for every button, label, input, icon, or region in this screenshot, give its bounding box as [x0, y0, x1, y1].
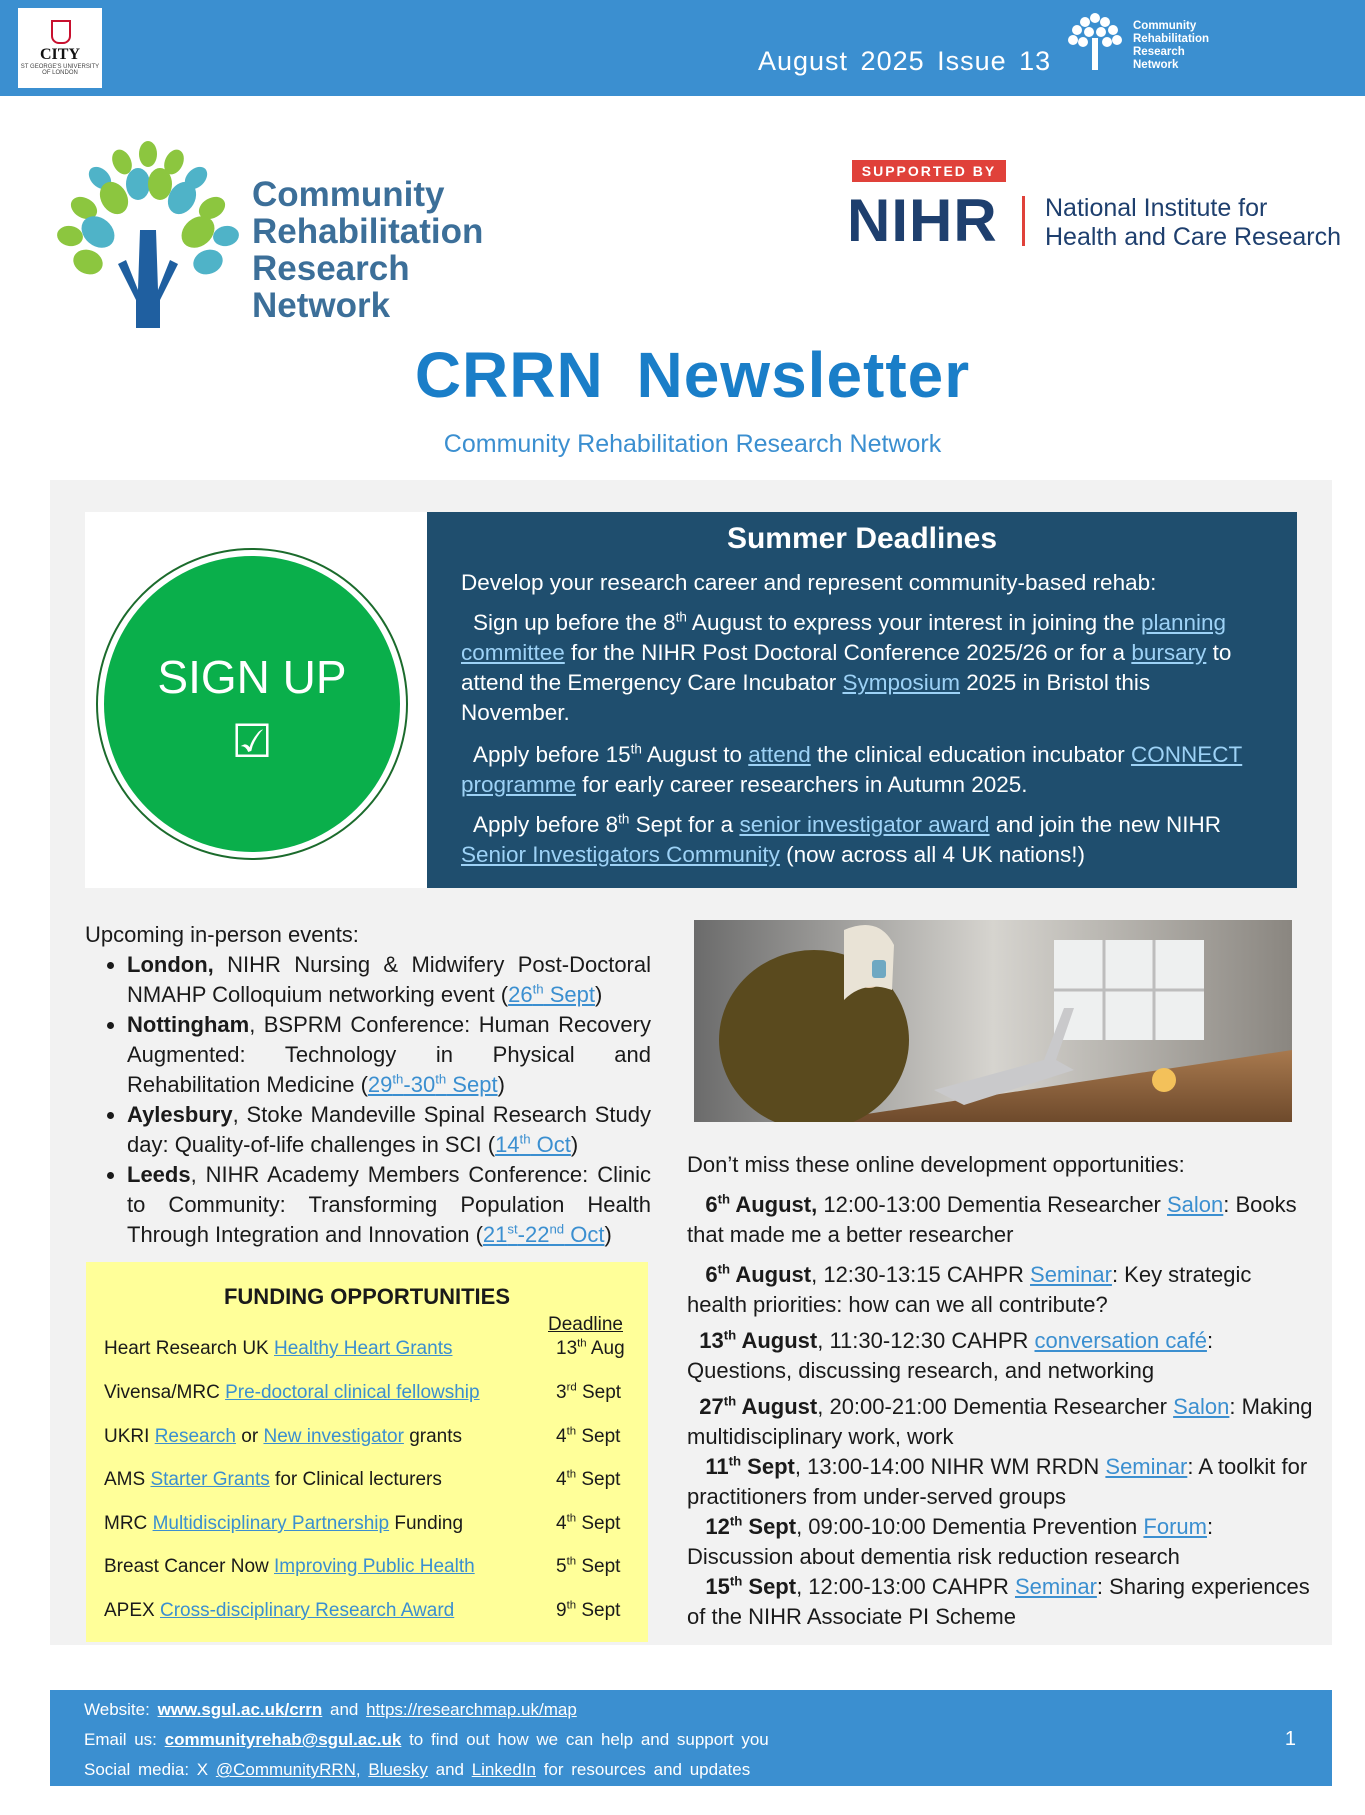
- events-list: [85, 950, 651, 1250]
- nihr-full-name: National Institute for Health and Care Research: [1045, 194, 1341, 251]
- linkedin-link[interactable]: LinkedIn: [471, 1760, 536, 1779]
- signup-label: SIGN UP: [157, 651, 347, 703]
- crest-icon: [51, 20, 71, 44]
- funding-deadline: 4th Sept: [556, 1425, 621, 1447]
- funding-deadline: 9th Sept: [556, 1599, 621, 1621]
- funding-deadline: 4th Sept: [556, 1512, 621, 1534]
- x-link[interactable]: @CommunityRRN: [215, 1760, 356, 1779]
- funding-row: AMS Starter Grants for Clinical lecturers 4th Sept: [104, 1468, 621, 1490]
- list-item: 13th August, 11:30-12:30 CAHPR conversation café: Questions, discussing research, and networking: [687, 1327, 1214, 1383]
- event-date-link[interactable]: 14th Oct: [495, 1131, 571, 1157]
- city-university-logo: [18, 8, 102, 88]
- city-logo-text: CITY: [39, 46, 80, 63]
- funding-link[interactable]: Multidisciplinary Partnership: [152, 1513, 390, 1534]
- summer-intro: Develop your research career and represent community-based rehab:: [461, 570, 1157, 595]
- funding-row: APEX Cross-disciplinary Research Award 9th Sept: [104, 1599, 621, 1621]
- nihr-wordmark: NIHR: [847, 187, 998, 254]
- funding-deadline: 5th Sept: [556, 1555, 621, 1577]
- event-date-link[interactable]: 21st-22nd Oct: [482, 1221, 605, 1247]
- footer: [50, 1690, 1332, 1786]
- funding-deadline: 4th Sept: [556, 1468, 621, 1490]
- online-event-link[interactable]: Salon: [1173, 1394, 1230, 1419]
- issue-label: August 2025 Issue 13: [758, 46, 1052, 76]
- online-event-link[interactable]: Salon: [1167, 1192, 1224, 1217]
- online-heading: Don’t miss these online development opportunities:: [687, 1152, 1185, 1177]
- funding-link[interactable]: Improving Public Health: [274, 1556, 475, 1577]
- online-event-link[interactable]: Seminar: [1014, 1574, 1097, 1599]
- event-date-link[interactable]: 29th-30th Sept: [367, 1071, 498, 1097]
- online-event-link[interactable]: Seminar: [1105, 1454, 1188, 1479]
- crrn-logo-text: Community Rehabilitation Research Network: [252, 175, 484, 325]
- summer-deadlines-heading: Summer Deadlines: [726, 522, 998, 555]
- in-person-events: [85, 920, 651, 1250]
- funding-row: Heart Research UK Healthy Heart Grants 13th Aug: [104, 1337, 625, 1359]
- online-opportunities: [687, 1150, 1317, 1632]
- footer-social: Social media: X @CommunityRRN, Bluesky and LinkedIn for resources and updates: [84, 1760, 751, 1779]
- bluesky-link[interactable]: Bluesky: [368, 1760, 428, 1779]
- funding-row: Vivensa/MRC Pre-doctoral clinical fellowship 3rd Sept: [104, 1381, 622, 1403]
- online-event-link[interactable]: Forum: [1143, 1514, 1207, 1539]
- bursary-link[interactable]: bursary: [1131, 640, 1207, 665]
- funding-link[interactable]: Healthy Heart Grants: [274, 1338, 453, 1359]
- email-link[interactable]: communityrehab@sgul.ac.uk: [164, 1730, 402, 1749]
- summer-item-1: Sign up before the 8th August to express your interest in joining the planning committee for the NIHR Post Doctoral Conference 2025/26 or for a bursary to attend the Emergency Care Incubator Symposium 2025 in Bristol this November.: [461, 609, 1232, 725]
- checkbox-icon: ☑: [231, 715, 273, 767]
- event-date-link[interactable]: 26th Sept: [508, 981, 595, 1007]
- senior-investigator-award-link[interactable]: senior investigator award: [739, 812, 990, 837]
- summer-deadlines-panel: [427, 512, 1297, 888]
- list-item: 12th Sept, 09:00-10:00 Dementia Prevention Forum: Discussion about dementia risk reduction research: [687, 1513, 1214, 1569]
- list-item: 6th August, 12:30-13:15 CAHPR Seminar: Key strategic health priorities: how can we all contribute?: [687, 1261, 1252, 1317]
- city-logo-subtext: ST GEORGE'S UNIVERSITY OF LONDON: [20, 64, 100, 76]
- page-number: 1: [1284, 1728, 1296, 1750]
- planning-committee-link[interactable]: planning committee: [461, 610, 1227, 665]
- online-event-link[interactable]: Seminar: [1030, 1262, 1112, 1287]
- funding-link[interactable]: Research: [154, 1426, 237, 1447]
- small-logo-name: Community Rehabilitation Research Network: [1133, 20, 1210, 71]
- footer-email: Email us: communityrehab@sgul.ac.uk to find out how we can help and support you: [84, 1730, 769, 1749]
- newsletter-title: CRRN Newsletter: [414, 339, 971, 411]
- newsletter-subtitle: Community Rehabilitation Research Network: [443, 430, 942, 458]
- funding-link[interactable]: New investigator: [263, 1426, 404, 1447]
- funding-row: UKRI Research or New investigator grants 4th Sept: [104, 1425, 621, 1447]
- funding-deadline: 3rd Sept: [556, 1381, 622, 1403]
- events-heading: Upcoming in-person events:: [85, 922, 359, 947]
- researchmap-link[interactable]: https://researchmap.uk/map: [366, 1700, 577, 1719]
- deadline-header: Deadline: [548, 1314, 623, 1335]
- list-item: • Aylesbury, Stoke Mandeville Spinal Research Study day: Quality-of-life challenges in SCI (14th Oct): [127, 1100, 651, 1160]
- list-item: • Leeds, NIHR Academy Members Conference: Clinic to Community: Transforming Population Health Through Integration and Innovation (21st-22nd Oct): [127, 1160, 651, 1250]
- nihr-divider: [1022, 196, 1025, 246]
- connect-programme-link[interactable]: CONNECT programme: [461, 742, 1243, 797]
- funding-deadline: 13th Aug: [556, 1337, 625, 1359]
- list-item: 15th Sept, 12:00-13:00 CAHPR Seminar: Sharing experiences of the NIHR Associate PI Scheme: [687, 1573, 1310, 1629]
- online-event-link[interactable]: conversation café: [1034, 1328, 1207, 1353]
- footer-website: Website: www.sgul.ac.uk/crrn and https://researchmap.uk/map: [84, 1700, 577, 1719]
- list-item: 11th Sept, 13:00-14:00 NIHR WM RRDN Seminar: A toolkit for practitioners from under-served groups: [687, 1453, 1308, 1509]
- funding-link[interactable]: Pre-doctoral clinical fellowship: [225, 1382, 480, 1403]
- website-link[interactable]: www.sgul.ac.uk/crrn: [157, 1700, 323, 1719]
- senior-investigators-community-link[interactable]: Senior Investigators Community: [461, 842, 780, 867]
- crrn-small-logo: [1063, 10, 1223, 76]
- nihr-supported-badge: SUPPORTED BY: [852, 160, 1006, 182]
- funding-row: MRC Multidisciplinary Partnership Funding 4th Sept: [104, 1512, 621, 1534]
- symposium-link[interactable]: Symposium: [842, 670, 961, 695]
- crrn-tree-icon: [48, 140, 248, 330]
- tree-icon: [1063, 10, 1127, 72]
- funding-row: Breast Cancer Now Improving Public Health 5th Sept: [104, 1555, 621, 1577]
- summer-item-2: Apply before 15th August to attend the clinical education incubator CONNECT programme for early career researchers in Autumn 2025.: [461, 741, 1243, 797]
- list-item: 27th August, 20:00-21:00 Dementia Researcher Salon: Making multidisciplinary work, work: [687, 1393, 1313, 1449]
- crrn-logo: [48, 140, 508, 330]
- funding-title: FUNDING OPPORTUNITIES: [223, 1284, 510, 1309]
- funding-link[interactable]: Cross-disciplinary Research Award: [159, 1600, 455, 1621]
- list-item: • London, NIHR Nursing & Midwifery Post-Doctoral NMAHP Colloquium networking event (26th Sept): [127, 950, 651, 1010]
- funding-link[interactable]: Starter Grants: [150, 1469, 270, 1490]
- list-item: 6th August, 12:00-13:00 Dementia Researcher Salon: Books that made me a better researcher: [687, 1191, 1297, 1247]
- woman-at-laptop-photo: [694, 920, 1292, 1122]
- list-item: • Nottingham, BSPRM Conference: Human Recovery Augmented: Technology in Physical and Rehabilitation Medicine (29th-30th Sept): [127, 1010, 651, 1100]
- signup-badge: [96, 548, 408, 860]
- funding-opportunities-box: [86, 1262, 648, 1642]
- summer-item-3: Apply before 8th Sept for a senior investigator award and join the new NIHR Senior Investigators Community (now across all 4 UK nations!): [461, 811, 1221, 867]
- attend-link[interactable]: attend: [748, 742, 811, 767]
